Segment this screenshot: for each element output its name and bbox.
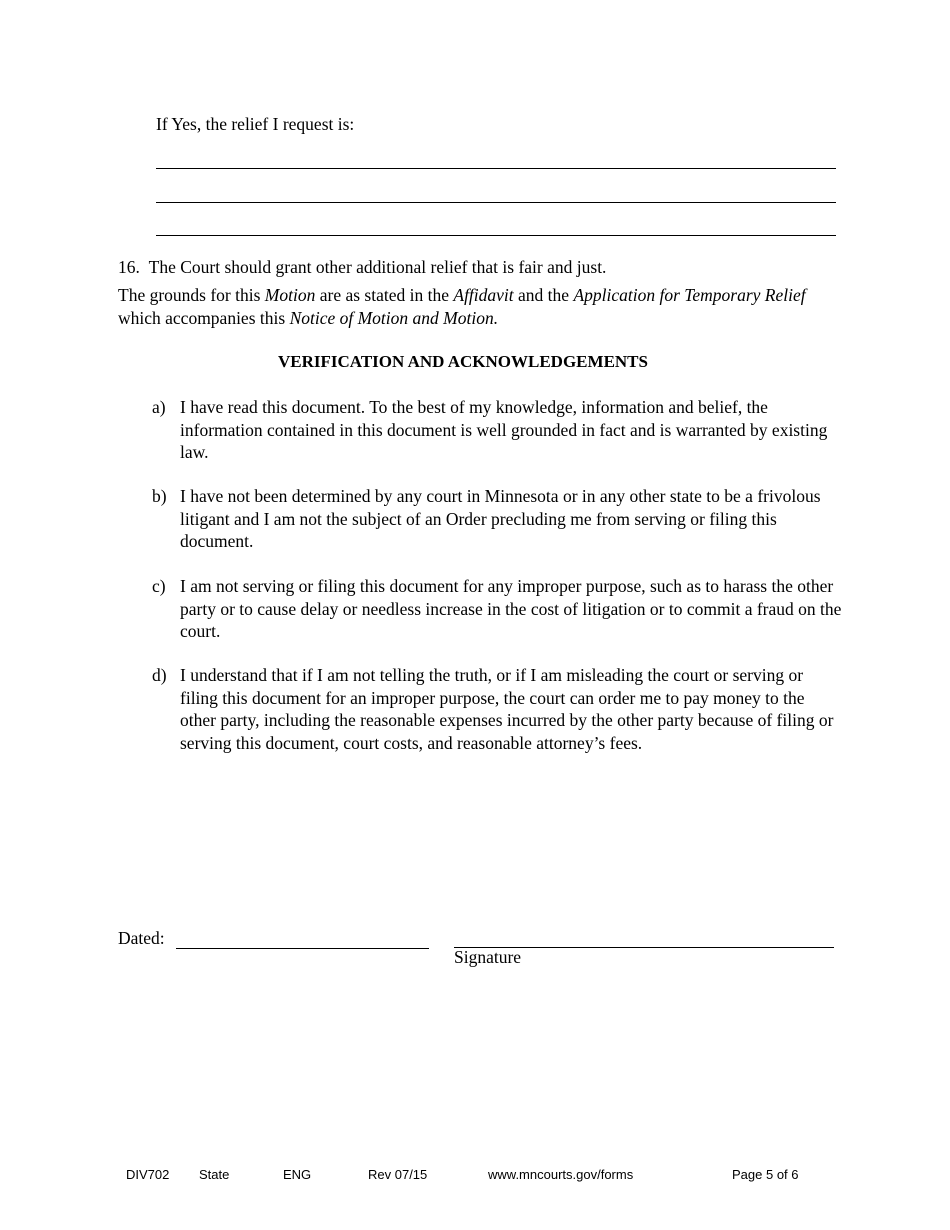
grounds-motion: Motion	[264, 285, 316, 305]
grounds-notice: Notice of Motion and Motion.	[289, 307, 499, 328]
grounds-text-3: and the	[513, 285, 574, 305]
item-text: I have read this document. To the best of my knowledge, information and belief, the information contained in this document is well grounded in fact and is warranted by existing law.	[180, 397, 828, 462]
grounds-text-2: are as stated in the	[315, 285, 454, 305]
item-label: b)	[152, 486, 167, 506]
signature-label: Signature	[454, 947, 522, 967]
grounds-text-4: which accompanies this	[118, 307, 290, 328]
verification-item-d	[152, 664, 842, 754]
relief-prompt: If Yes, the relief I request is:	[156, 114, 355, 134]
footer-state: State	[199, 1167, 230, 1182]
item-16	[118, 256, 606, 279]
grounds-paragraph	[118, 284, 818, 329]
item-text: I understand that if I am not telling the truth, or if I am misleading the court or serving or filing this document for an improper purpose, the court can order me to pay money to the other party, including the reasonable expenses incurred by the other party because of filing or serving this document, court costs, and reasonable attorney’s fees.	[180, 665, 834, 753]
item-16-number: 16.	[118, 257, 140, 277]
item-label: c)	[152, 576, 166, 596]
dated-label: Dated:	[118, 928, 165, 948]
verification-item-c	[152, 575, 842, 643]
footer-lang: ENG	[283, 1167, 312, 1182]
item-text: I have not been determined by any court in Minnesota or in any other state to be a frivolous litigant and I am not the subject of an Order precluding me from serving or filing this document.	[180, 486, 821, 551]
verification-item-b	[152, 485, 842, 553]
verification-heading: VERIFICATION AND ACKNOWLEDGEMENTS	[278, 352, 648, 371]
grounds-affidavit: Affidavit	[453, 285, 514, 305]
item-text: I am not serving or filing this document for any improper purpose, such as to harass the other party or to cause delay or needless increase in the cost of litigation or to commit a fraud on the court.	[180, 576, 842, 641]
relief-line-2[interactable]	[156, 202, 836, 203]
footer-page: Page 5 of 6	[732, 1167, 799, 1182]
item-label: a)	[152, 397, 166, 417]
footer-rev: Rev 07/15	[368, 1167, 428, 1182]
relief-line-3[interactable]	[156, 235, 836, 236]
relief-line-1[interactable]	[156, 168, 836, 169]
grounds-text-1: The grounds for this	[118, 285, 265, 305]
footer-url[interactable]: www.mncourts.gov/forms	[488, 1167, 634, 1182]
grounds-application: Application for Temporary Relief	[573, 285, 806, 305]
item-label: d)	[152, 665, 167, 685]
verification-item-a	[152, 396, 842, 464]
dated-line[interactable]	[176, 948, 429, 949]
item-16-text: The Court should grant other additional relief that is fair and just.	[148, 257, 607, 277]
footer-form: DIV702	[126, 1167, 170, 1182]
